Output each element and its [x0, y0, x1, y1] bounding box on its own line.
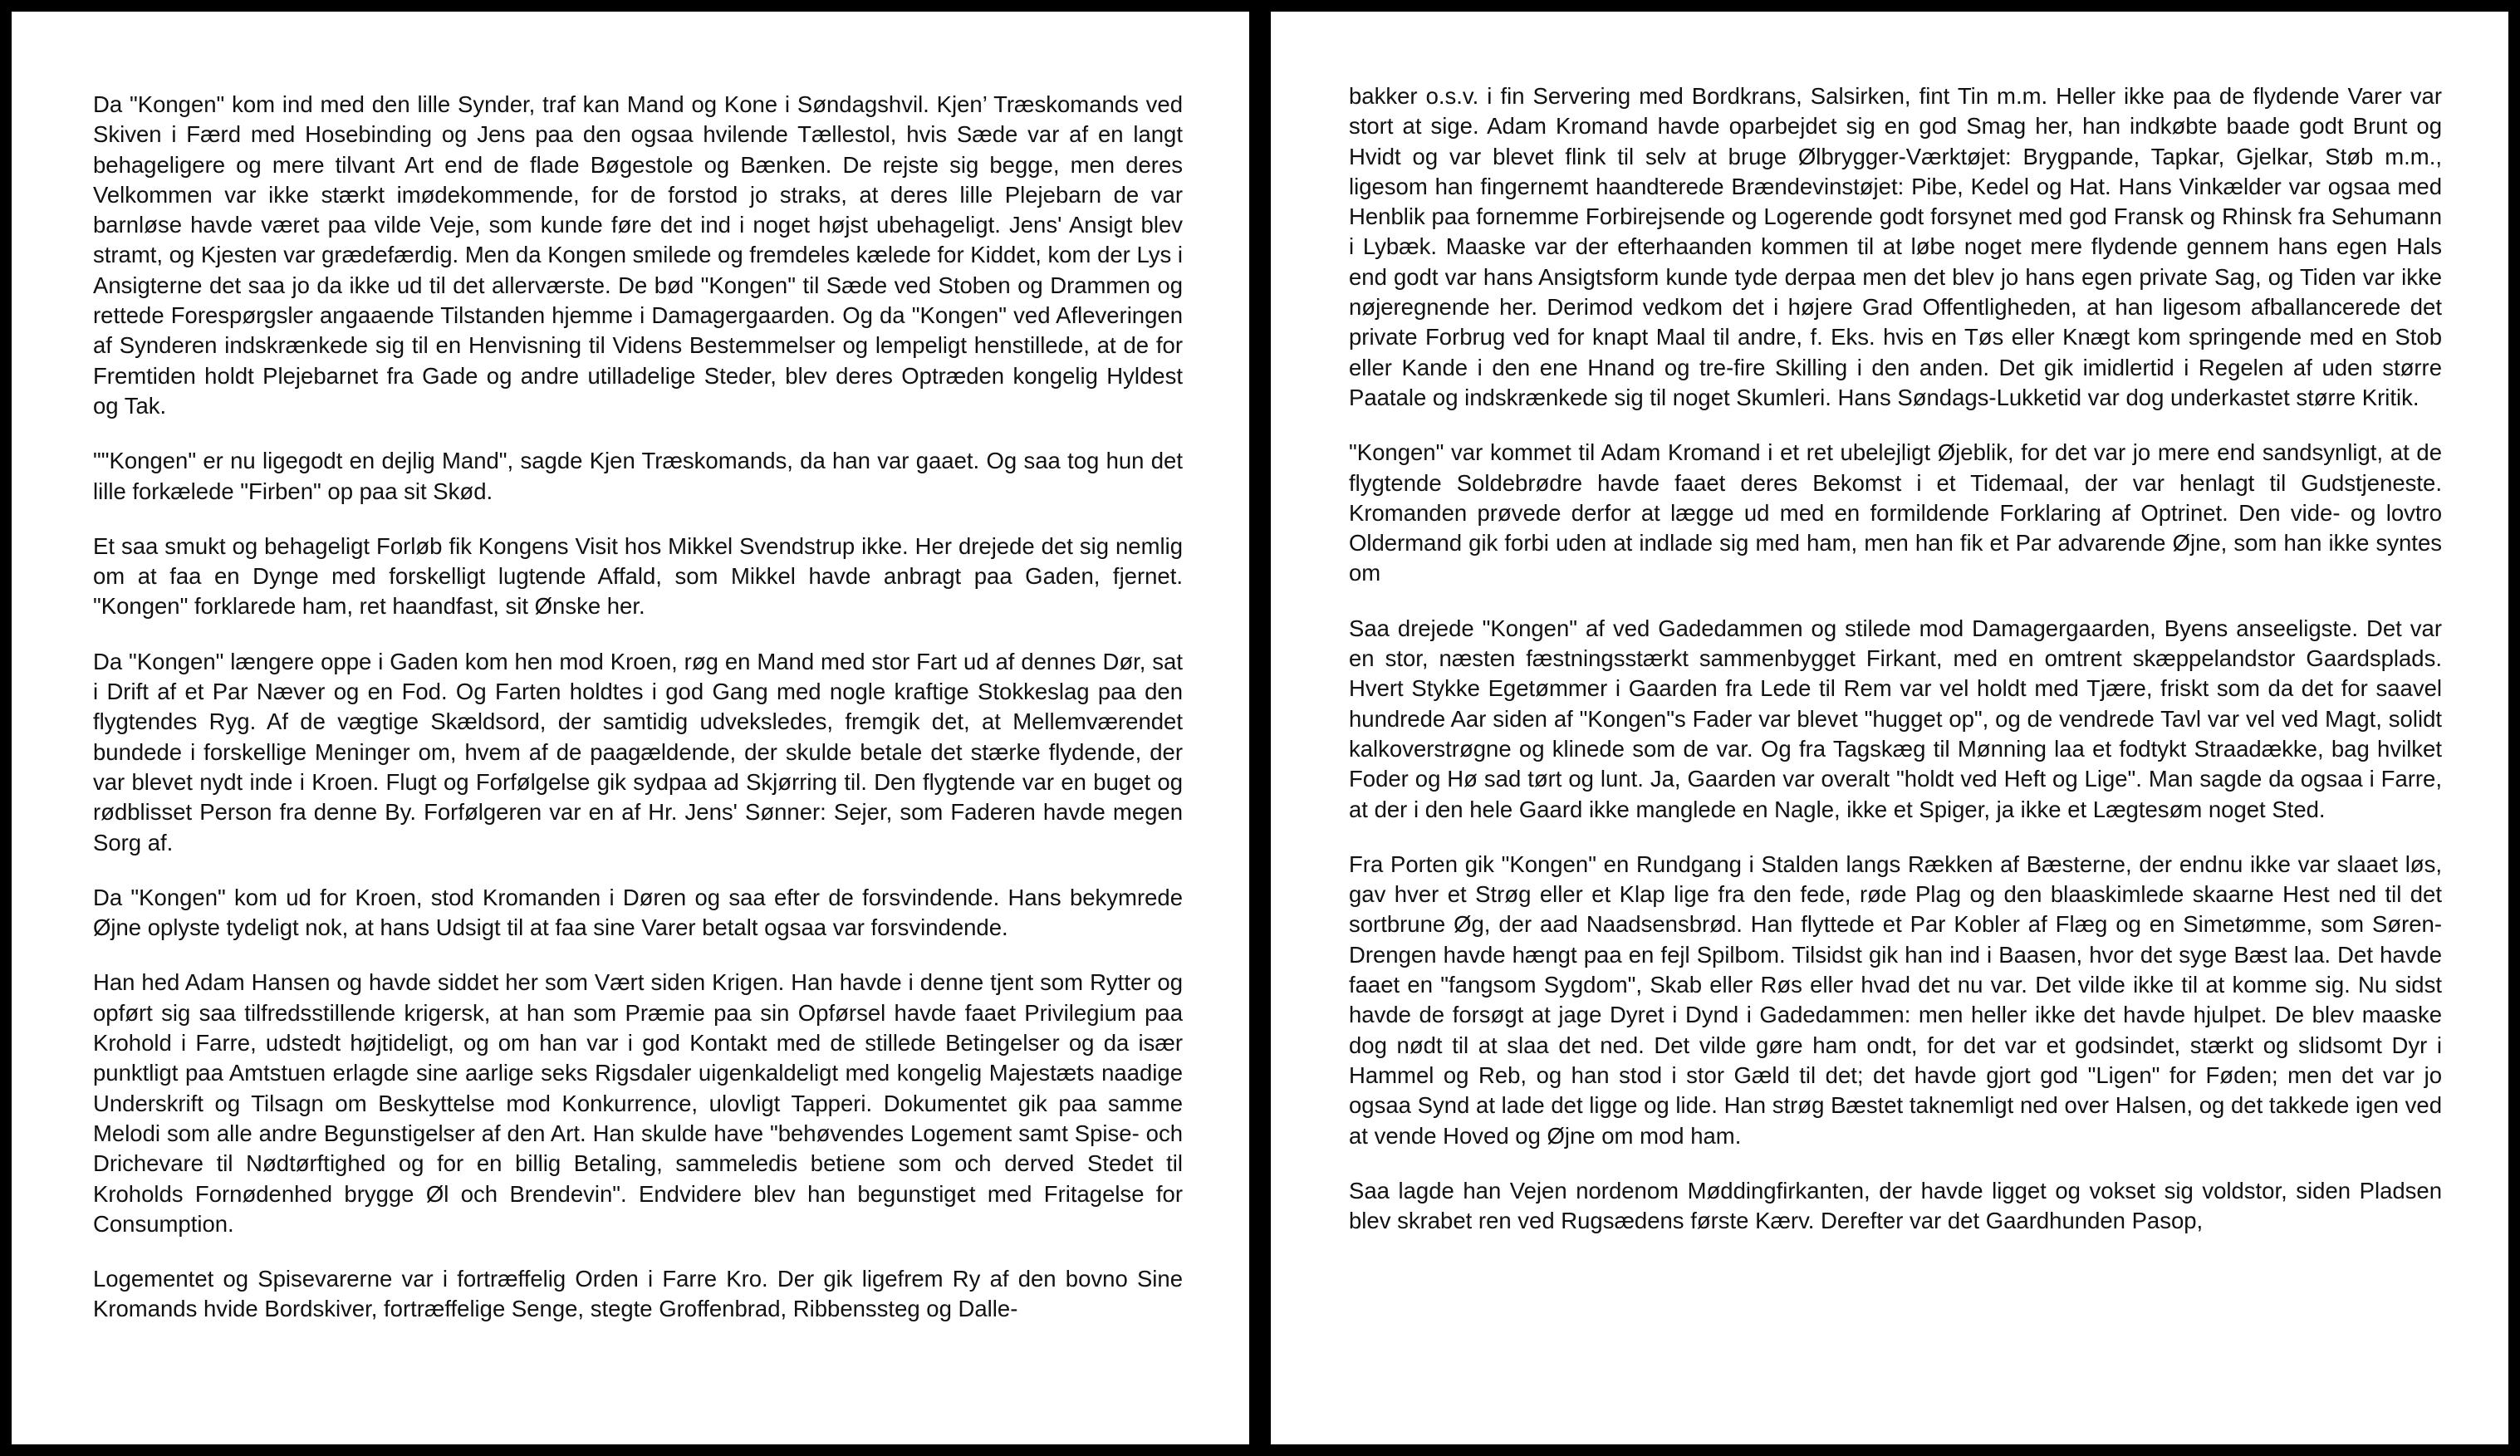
left-paragraph-7: Logementet og Spisevarerne var i fortræffelig Orden i Farre Kro. Der gik ligefrem Ry af den bovno Sine Kromands hvide Bordskiver, fortræffelige Senge, stegte Groffenbrad, Ribbenssteg og Dalle-	[93, 1266, 1183, 1322]
right-paragraph-4: Fra Porten gik "Kongen" en Rundgang i Stalden langs Rækken af Bæsterne, der endnu ikke var slaaet løs, gav hver et Strøg eller et Klap lige fra den fede, røde Plag og den blaaskimlede skaarne Hest ned til det sortbrune Øg, der aad Naadsensbrød. Han flyttede et Par Kobler af Flæg og en Simetømme, som Søren-Drengen havde hængt paa en fejl Spilbom. Tilsidst gik han ind i Baasen, hvor det syge Bæst laa. Det havde faaet en "fangsom Sygdom", Skab eller Røs eller hvad det nu var. Det vilde ikke til at komme sig. Nu sidst havde de forsøgt at jage Dyret i Dynd i Gadedammen: men heller ikke det havde hjulpet. De blev maaske dog nødt til at slaa det ned. Det vilde gøre ham ondt, for det var et godsindet, stærkt og slidsomt Dyr i Hammel og Reb, og han stod i stor Gæld til det; det havde gjort god "Ligen" for Føden; men det var jo ogsaa Synd at lade det ligge og lide. Han strøg Bæstet taknemligt ned over Halsen, og det takkede igen ved at vende Hoved og Øjne om mod ham.	[1349, 851, 2442, 1149]
right-paragraph-5: Saa lagde han Vejen nordenom Møddingfirkanten, der havde ligget og vokset sig voldstor, siden Pladsen blev skrabet ren ved Rugsædens første Kærv. Derefter var det Gaardhunden Pasop,	[1349, 1177, 2442, 1234]
left-paragraph-1: Da "Kongen" kom ind med den lille Synder, traf kan Mand og Kone i Søndagshvil. Kjen’ Træskomands ved Skiven i Færd med Hosebinding og Jens paa den ogsaa hvilende Tællestol, hvis Sæde var af en langt behageligere og mere tilvant Art end de flade Bøgestole og Bænken. De rejste sig begge, men deres Velkommen var ikke stærkt imødekommende, for de forstod jo straks, at deres lille Plejebarn de var barnløse havde været paa vilde Veje, som kunde føre det ind i noget højst ubehageligt. Jens' Ansigt blev stramt, og Kjesten var grædefærdig. Men da Kongen smilede og fremdeles kælede for Kiddet, kom der Lys i Ansigterne det saa jo da ikke ud til det allerværste. De bød "Kongen" til Sæde ved Stoben og Drammen og rettede Forespørgsler angaaende Tilstanden hjemme i Damagergaarden. Og da "Kongen" ved Afleveringen af Synderen indskrænkede sig til en Henvisning til Videns Bestemmelser og lempeligt henstillede, at de for Fremtiden holdt Plejebarnet fra Gade og andre utilladelige Steder, blev deres Optræden kongelig Hyldest og Tak.	[93, 91, 1183, 419]
right-paragraph-3: Saa drejede "Kongen" af ved Gadedammen og stilede mod Damagergaarden, Byens anseeligste. Det var en stor, næsten fæstningsstærkt sammenbygget Firkant, med en omtrent skæppelandstor Gaardsplads. Hvert Stykke Egetømmer i Gaarden fra Lede til Rem var vel holdt med Tjære, friskt som da det for saavel hundrede Aar siden af "Kongen"s Fader var blevet "hugget op", og de vendrede Tavl var vel ved Magt, solidt kalkoverstrøgne og klinede som de var. Og fra Tagskæg til Mønning laa et fodtykt Straadække, bag hvilket Foder og Hø sad tørt og lunt. Ja, Gaarden var overalt "holdt ved Heft og Lige". Man sagde da ogsaa i Farre, at der i den hele Gaard ikke manglede en Nagle, ikke et Spiger, ja ikke et Lægtesøm noget Sted.	[1349, 615, 2442, 822]
left-paragraph-3: Et saa smukt og behageligt Forløb fik Kongens Visit hos Mikkel Svendstrup ikke. Her drejede det sig nemlig om at faa en Dynge med forskelligt lugtende Affald, som Mikkel havde anbragt paa Gaden, fjernet. "Kongen" forklarede ham, ret haandfast, sit Ønske her.	[93, 532, 1183, 620]
left-page	[12, 12, 1249, 1444]
left-paragraph-6: Han hed Adam Hansen og havde siddet her som Vært siden Krigen. Han havde i denne tjent som Rytter og opført sig saa tilfredsstillende krigersk, at han som Præmie paa sin Opførsel havde faaet Privilegium paa Krohold i Farre, udstedt højtideligt, og om han var i god Kontakt med de stillede Betingelser og da især punktligt paa Amtstuen erlagde sine aarlige seks Rigsdaler uigenkaldeligt med kongelig Majestæts naadige Underskrift og Tilsagn om Beskyttelse mod Konkurrence, ulovligt Tapperi. Dokumentet gik paa samme Melodi som alle andre Begunstigelser af den Art. Han skulde have "behøvendes Logement samt Spise- och Drichevare til Nødtørftighed og for en billig Betaling, sammeledis betiene som och derved Stedet til Kroholds Fornødenhed brygge Øl och Brendevin". Endvidere blev han begunstiget med Fritagelse for Consumption.	[93, 969, 1183, 1237]
right-page	[1271, 12, 2508, 1444]
left-paragraph-2: ""Kongen" er nu ligegodt en dejlig Mand", sagde Kjen Træskomands, da han var gaaet. Og saa tog hun det lille forkælede "Firben" op paa sit Skød.	[93, 448, 1183, 504]
right-paragraph-1: bakker o.s.v. i fin Servering med Bordkrans, Salsirken, fint Tin m.m. Heller ikke paa de flydende Varer var stort at sige. Adam Kromand havde oparbejdet sig en god Smag her, han indkøbte baade godt Brunt og Hvidt og var blevet flink til selv at bruge Ølbrygger-Værktøjet: Brygpande, Tapkar, Gjelkar, Støb m.m., ligesom han fingernemt haandterede Brændevinstøjet: Pibe, Kedel og Hat. Hans Vinkælder var ogsaa med Henblik paa fornemme Forbirejsende og Logerende godt forsynet med god Fransk og Rhinsk fra Sehumann i Lybæk. Maaske var der efterhaanden kommen til at løbe noget mere flydende gennem hans egen Hals end godt var hans Ansigtsform kunde tyde derpaa men det blev jo hans egen private Sag, og Tiden var ikke nøjeregnende her. Derimod vedkom det i højere Grad Offentligheden, at han ligesom afballancerede det private Forbrug ved for knapt Maal til andre, f. Eks. hvis en Tøs eller Knægt kom springende med en Stob eller Kande i den ene Hnand og tre-fire Skilling i den anden. Det gik imidlertid i Regelen af uden større Paatale og indskrænkede sig til noget Skumleri. Hans Søndags-Lukketid var dog underkastet større Kritik.	[1349, 83, 2442, 410]
left-paragraph-5: Da "Kongen" kom ud for Kroen, stod Kromanden i Døren og saa efter de forsvindende. Hans bekymrede Øjne oplyste tydeligt nok, at hans Udsigt til at faa sine Varer betalt ogsaa var forsvindende.	[93, 884, 1183, 941]
right-paragraph-2: "Kongen" var kommet til Adam Kromand i et ret ubelejligt Øjeblik, for det var jo mere end sandsynligt, at de flygtende Soldebrødre havde faaet deres Bekomst i et Tidemaal, der var henlagt til Gudstjeneste. Kromanden prøvede derfor at lægge ud med en formildende Forklaring af Optrinet. Den vide- og lovtro Oldermand gik forbi uden at indlade sig med ham, men han fik et Par advarende Øjne, som han ikke syntes om	[1349, 439, 2442, 586]
left-paragraph-4: Da "Kongen" længere oppe i Gaden kom hen mod Kroen, røg en Mand med stor Fart ud af dennes Dør, sat i Drift af et Par Næver og en Fod. Og Farten holdtes i god Gang med nogle kraftige Stokkeslag paa den flygtendes Ryg. Af de vægtige Skældsord, der samtidig udveksledes, fremgik det, at Mellemværendet bundede i forskellige Meninger om, hvem af de paagældende, der skulde betale det stærke flydende, der var blevet nydt inde i Kroen. Flugt og Forfølgelse gik sydpaa ad Skjørring til. Den flygtende var en buget og rødblisset Person fra denne By. Forfølgeren var en af Hr. Jens' Sønner: Sejer, som Faderen havde megen Sorg af.	[93, 648, 1183, 855]
